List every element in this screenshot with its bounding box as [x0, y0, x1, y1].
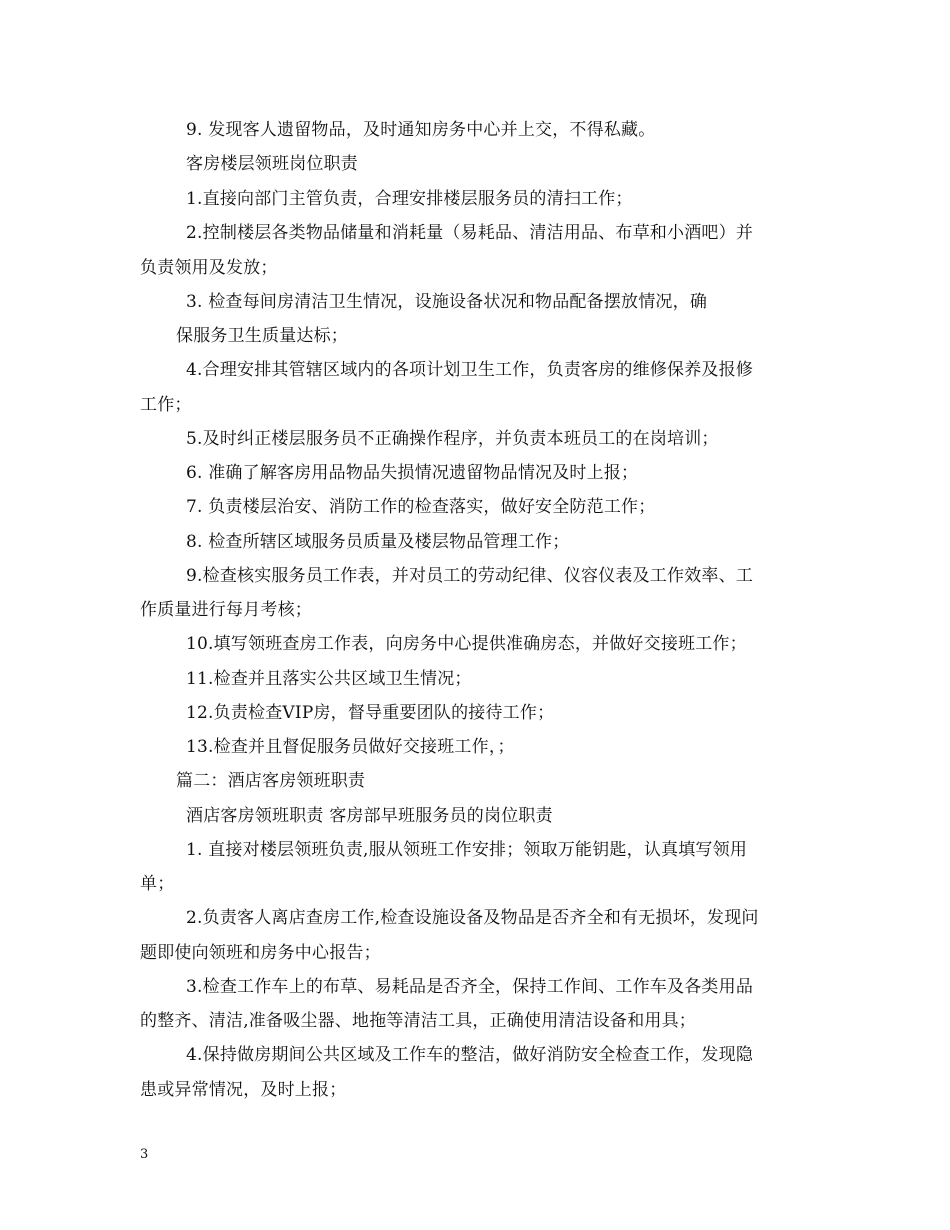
text-line: 负责领用及发放；: [140, 258, 278, 278]
text-line: 6. 准确了解客房用品物品失损情况遗留物品情况及时上报；: [186, 463, 639, 483]
text-line: 保服务卫生质量达标；: [176, 326, 348, 346]
text-line: 7. 负责楼层治安、消防工作的检查落实，做好安全防范工作；: [186, 497, 656, 517]
text-line: 3.检查工作车上的布草、易耗品是否齐全，保持工作间、工作车及各类用品: [186, 977, 754, 997]
text-line: 2.负责客人离店查房工作,检查设施设备及物品是否齐全和有无损坏，发现问: [186, 908, 759, 928]
text-line: 题即使向领班和房务中心报告；: [140, 943, 381, 963]
text-line: 单；: [140, 874, 175, 894]
text-line: 9. 发现客人遗留物品，及时通知房务中心并上交，不得私藏。: [186, 120, 656, 140]
text-line: 工作；: [140, 395, 192, 415]
section-heading: 篇二：酒店客房领班职责: [176, 771, 366, 791]
text-line: 11.检查并且落实公共区域卫生情况；: [186, 669, 472, 689]
text-line: 作质量进行每月考核；: [140, 600, 312, 620]
text-line: 的整齐、清洁,准备吸尘器、地拖等清洁工具，正确使用清洁设备和用具；: [140, 1011, 697, 1031]
text-line: 1. 直接对楼层领班负责,服从领班工作安排；领取万能钥匙，认真填写领用: [186, 840, 748, 860]
text-line: 12.负责检查VIP房，督导重要团队的接待工作；: [186, 703, 555, 723]
text-line: 4.保持做房期间公共区域及工作车的整洁，做好消防安全检查工作，发现隐: [186, 1045, 754, 1065]
text-line: 2.控制楼层各类物品储量和消耗量（易耗品、清洁用品、布草和小酒吧）并: [186, 223, 754, 243]
text-line: 3. 检查每间房清洁卫生情况，设施设备状况和物品配备摆放情况，确: [186, 292, 708, 312]
text-line: 10.填写领班查房工作表，向房务中心提供准确房态，并做好交接班工作；: [186, 634, 747, 654]
text-line: 1.直接向部门主管负责，合理安排楼层服务员的清扫工作；: [186, 189, 633, 209]
section-heading: 酒店客房领班职责 客房部早班服务员的岗位职责: [186, 806, 553, 826]
text-line: 4.合理安排其管辖区域内的各项计划卫生工作，负责客房的维修保养及报修: [186, 360, 754, 380]
text-line: 9.检查核实服务员工作表，并对员工的劳动纪律、仪容仪表及工作效率、工: [186, 566, 754, 586]
section-heading: 客房楼层领班岗位职责: [186, 154, 358, 174]
text-line: 13.检查并且督促服务员做好交接班工作，；: [186, 737, 515, 757]
text-line: 8. 检查所辖区域服务员质量及楼层物品管理工作；: [186, 532, 570, 552]
text-line: 5.及时纠正楼层服务员不正确操作程序，并负责本班员工的在岗培训；: [186, 429, 719, 449]
page-number: 3: [140, 1147, 149, 1162]
text-line: 患或异常情况，及时上报；: [140, 1080, 347, 1100]
